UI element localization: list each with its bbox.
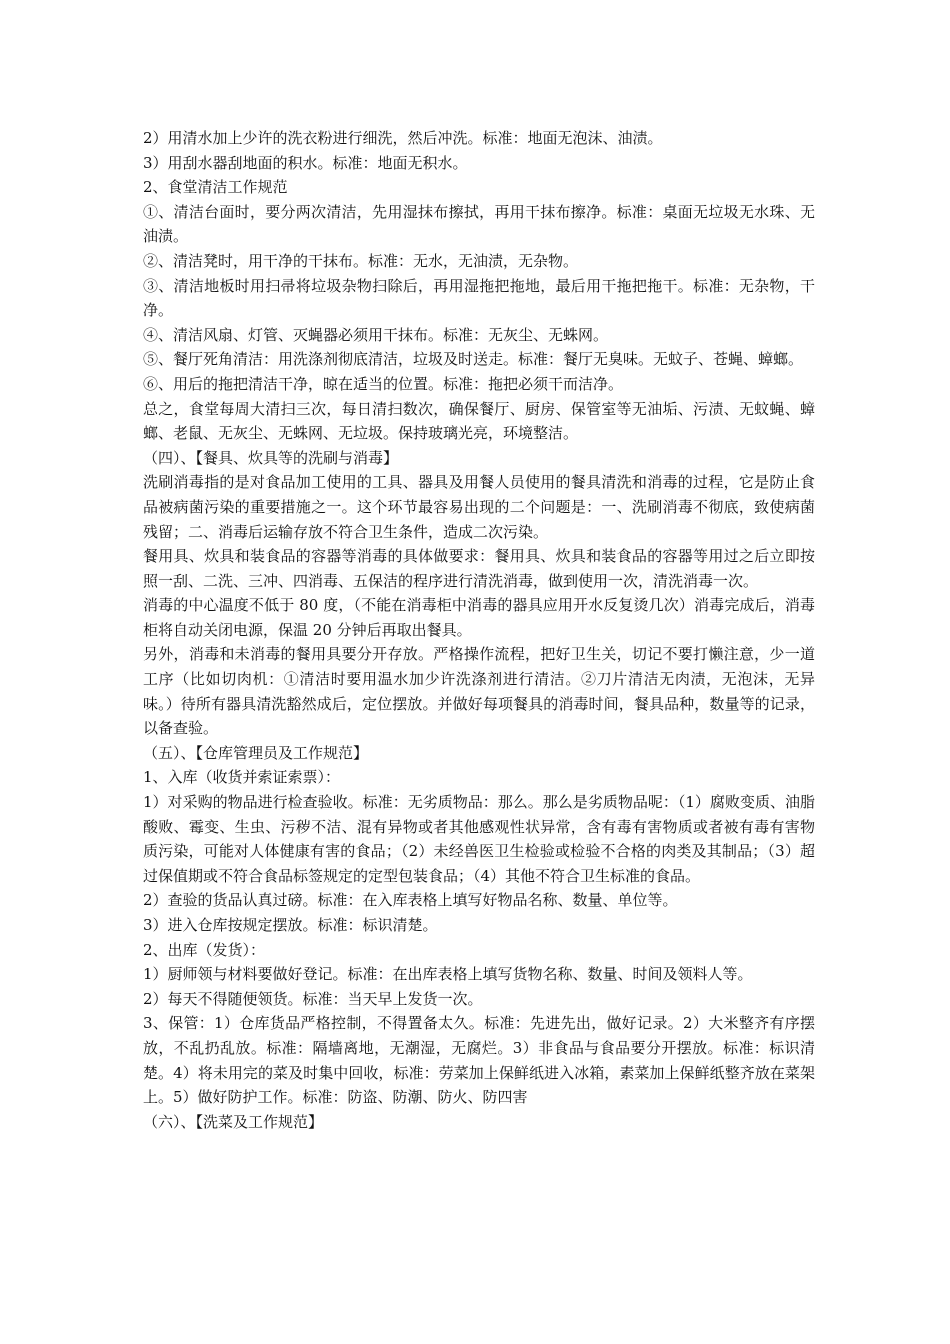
paragraph-table-cleaning: ①、清洁台面时，要分两次清洁，先用湿抹布擦拭，再用干抹布擦净。标准：桌面无垃圾无水珠、无油渍。 [143, 202, 815, 246]
paragraph-summary: 总之，食堂每周大清扫三次，每日清扫数次，确保餐厅、厨房、保管室等无油垢、污渍、无蚊蝇、蟑螂、老鼠、无灰尘、无蛛网、无垃圾。保持玻璃光亮，环境整洁。 [143, 399, 815, 443]
paragraph-disinfection-temperature: 消毒的中心温度不低于 80 度，（不能在消毒柜中消毒的器具应用开水反复烫几次）消毒完成后，消毒柜将自动关闭电源，保温 20 分钟后再取出餐具。 [143, 596, 815, 639]
paragraph-disinfection-requirements: 餐用具、炊具和装食品的容器等消毒的具体做要求：餐用具、炊具和装食品的容器等用过之后立即按照一刮、二洗、三冲、四消毒、五保洁的程序进行清洗消毒，做到使用一次，清洗消毒一次。 [143, 547, 815, 590]
paragraph-outbound-title: 2、出库（发货）： [143, 940, 266, 959]
paragraph-inbound-inspection: 1）对采购的物品进行检查验收。标准：无劣质物品：那么。那么是劣质物品呢：（1）腐败变质、油脂酸败、霉变、生虫、污秽不洁、混有异物或者其他感观性状异常，含有毒有害物质或者被有毒有害物质污染，可能对人体健康有害的食品；（2）未经兽医卫生检验或检验不合格的肉类及其制品；（3）超过保值期或不符合食品标签规定的定型包装食品；（4）其他不符合卫生标准的食品。 [143, 793, 815, 885]
paragraph-fan-cleaning: ④、清洁风扇、灯管、灭蝇器必须用干抹布。标准：无灰尘、无蛛网。 [143, 325, 609, 344]
paragraph-storage-rules: 3、保管：1）仓库货品严格控制，不得置备太久。标准：先进先出，做好记录。2）大米整齐有序摆放，不乱扔乱放。标准：隔墙离地，无潮湿，无腐烂。3）非食品与食品要分开摆放。标准：标识清楚。4）将未用完的菜及时集中回收，标准：劳菜加上保鲜纸进入冰箱，素菜加上保鲜纸整齐放在菜架上。5）做好防护工作。标准：防盗、防潮、防火、防四害 [143, 1014, 815, 1107]
section-heading-canteen-cleaning: 2、食堂清洁工作规范 [143, 178, 288, 197]
document-body [143, 126, 815, 1134]
paragraph-mop-storage: ⑥、用后的拖把清洁干净，晾在适当的位置。标准：拖把必须干而洁净。 [143, 374, 624, 393]
paragraph-disinfection-storage: 另外，消毒和未消毒的餐用具要分开存放。严格操作流程，把好卫生关，切记不要打懒注意，少一道工序（比如切肉机：①清洁时要用温水加少许洗涤剂进行清洁。②刀片清洁无肉渍，无泡沫，无异味。）待所有器具清洗豁然成后，定位摆放。并做好每项餐具的消毒时间，餐具品种，数量等的记录，以备查验。 [143, 645, 815, 738]
paragraph-inbound-placement: 3）进入仓库按规定摆放。标准：标识清楚。 [143, 916, 438, 934]
paragraph-inbound-weighing: 2）查验的货品认真过磅。标准：在入库表格上填写好物品名称、数量、单位等。 [143, 891, 678, 910]
paragraph-outbound-daily: 2）每天不得随便领货。标准：当天早上发货一次。 [143, 989, 483, 1008]
paragraph-stool-cleaning: ②、清洁凳时，用干净的干抹布。标准：无水，无油渍，无杂物。 [143, 251, 579, 270]
paragraph-inbound-title: 1、入库（收货并索证索票）： [143, 768, 341, 787]
paragraph-squeegee: 3）用刮水器刮地面的积水。标准：地面无积水。 [143, 153, 468, 172]
section-heading-warehouse: （五）、【仓库管理员及工作规范】 [143, 743, 369, 762]
paragraph-floor-cleaning: ③、清洁地板时用扫帚将垃圾杂物扫除后，再用湿拖把拖地，最后用干拖把拖干。标准：无杂物，干净。 [143, 276, 815, 320]
paragraph-corner-cleaning: ⑤、餐厅死角清洁：用洗涤剂彻底清洁，垃圾及时送走。标准：餐厅无臭味。无蚊子、苍蝇、蟑螂。 [143, 350, 804, 369]
section-heading-tableware-disinfection: （四）、【餐具、炊具等的洗刷与消毒】 [143, 448, 399, 467]
section-heading-vegetable-washing: （六）、【洗菜及工作规范】 [143, 1112, 324, 1131]
paragraph-outbound-register: 1）厨师领与材料要做好登记。标准：在出库表格上填写货物名称、数量、时间及领料人等。 [143, 965, 753, 984]
paragraph-disinfection-definition: 洗刷消毒指的是对食品加工使用的工具、器具及用餐人员使用的餐具清洗和消毒的过程，它是防止食品被病菌污染的重要措施之一。这个环节最容易出现的二个问题是：一、洗刷消毒不彻底，致使病菌残留；二、消毒后运输存放不符合卫生条件，造成二次污染。 [143, 473, 815, 541]
paragraph-mop-wash: 2）用清水加上少许的洗衣粉进行细洗，然后冲洗。标准：地面无泡沫、油渍。 [143, 129, 663, 147]
